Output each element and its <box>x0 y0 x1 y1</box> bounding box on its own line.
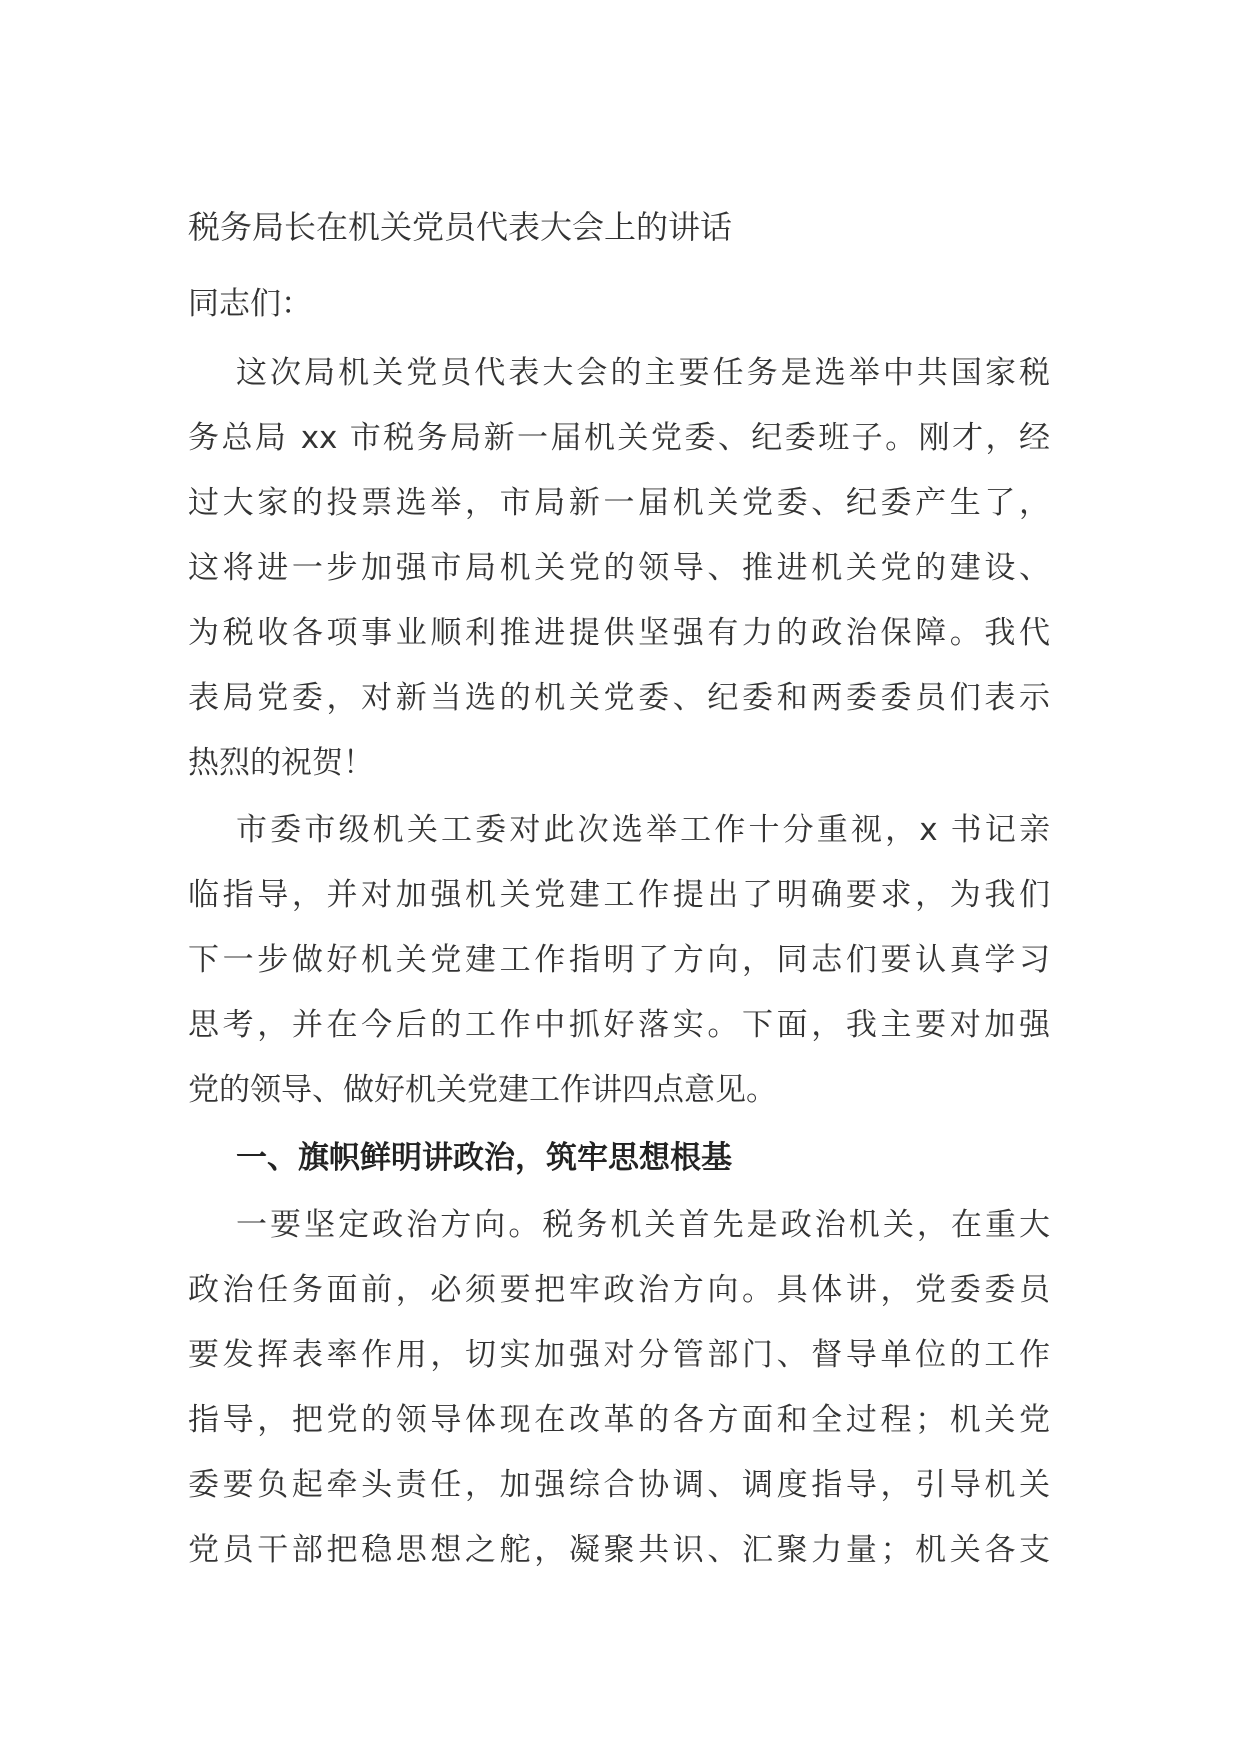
text-line: 要发挥表率作用，切实加强对分管部门、督导单位的工作 <box>188 1337 1050 1373</box>
text-line: 指导，把党的领导体现在改革的各方面和全过程；机关党 <box>188 1402 1050 1438</box>
text-line: 为税收各项事业顺利推进提供坚强有力的政治保障。我代 <box>188 615 1050 651</box>
text-line: 务总局 xx 市税务局新一届机关党委、纪委班子。刚才，经 <box>188 420 1050 456</box>
text-line: 思考，并在今后的工作中抓好落实。下面，我主要对加强 <box>188 1007 1050 1043</box>
text-line: 这将进一步加强市局机关党的领导、推进机关党的建设、 <box>188 550 1050 586</box>
text-line: 市委市级机关工委对此次选举工作十分重视，x 书记亲 <box>236 812 1050 848</box>
salutation: 同志们： <box>188 286 312 322</box>
text-line: 政治任务面前，必须要把牢政治方向。具体讲，党委委员 <box>188 1272 1050 1308</box>
text-line: 临指导，并对加强机关党建工作提出了明确要求，为我们 <box>188 877 1050 913</box>
text-line: 委要负起牵头责任，加强综合协调、调度指导，引导机关 <box>188 1467 1050 1503</box>
text-line: 一要坚定政治方向。税务机关首先是政治机关，在重大 <box>236 1207 1050 1243</box>
text-line: 表局党委，对新当选的机关党委、纪委和两委委员们表示 <box>188 680 1050 716</box>
document-title: 税务局长在机关党员代表大会上的讲话 <box>188 208 733 246</box>
text-line: 过大家的投票选举，市局新一届机关党委、纪委产生了， <box>188 485 1050 521</box>
text-line: 下一步做好机关党建工作指明了方向，同志们要认真学习 <box>188 942 1050 978</box>
text-line: 党员干部把稳思想之舵，凝聚共识、汇聚力量；机关各支 <box>188 1532 1050 1568</box>
text-line: 这次局机关党员代表大会的主要任务是选举中共国家税 <box>236 355 1050 391</box>
text-line: 热烈的祝贺！ <box>188 745 374 781</box>
section-heading: 一、旗帜鲜明讲政治，筑牢思想根基 <box>236 1140 732 1176</box>
text-line: 党的领导、做好机关党建工作讲四点意见。 <box>188 1072 777 1108</box>
